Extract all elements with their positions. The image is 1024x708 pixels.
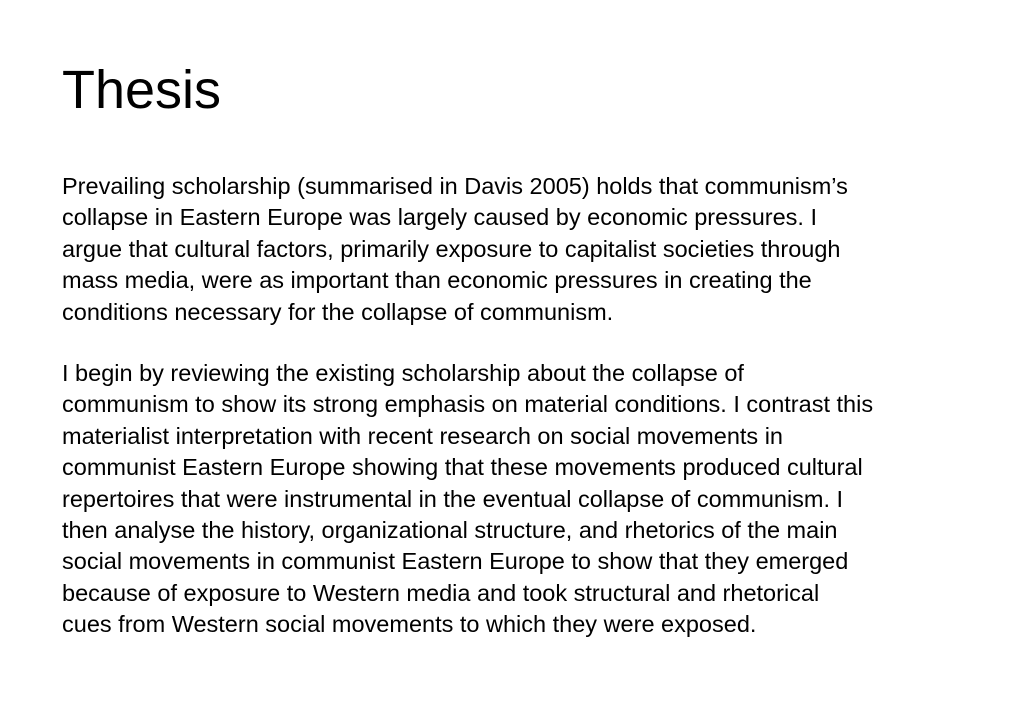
paragraph-2: [62, 358, 972, 641]
paragraph-1-line-3: argue that cultural factors, primarily exposure to capitalist societies through: [62, 235, 841, 262]
paragraph-2-line-7: social movements in communist Eastern Europe to show that they emerged: [62, 548, 849, 575]
slide-body: [62, 171, 972, 641]
paragraph-1-line-1: Prevailing scholarship (summarised in Davis 2005) holds that communism’s: [62, 173, 848, 199]
paragraph-2-line-4: communist Eastern Europe showing that these movements produced cultural: [62, 454, 863, 481]
paragraph-2-line-9: cues from Western social movements to which they were exposed.: [62, 611, 757, 638]
slide-title: Thesis: [62, 60, 222, 120]
paragraph-2-line-1: I begin by reviewing the existing scholarship about the collapse of: [62, 360, 744, 387]
paragraph-1-line-4: mass media, were as important than economic pressures in creating the: [62, 267, 812, 294]
paragraph-1: [62, 171, 972, 328]
paragraph-2-line-5: repertoires that were instrumental in the eventual collapse of communism. I: [62, 485, 844, 512]
paragraph-2-line-2: communism to show its strong emphasis on material conditions. I contrast this: [62, 391, 874, 418]
paragraph-1-line-5: conditions necessary for the collapse of communism.: [62, 298, 614, 325]
paragraph-2-line-3: materialist interpretation with recent research on social movements in: [62, 422, 783, 449]
paragraph-1-line-2: collapse in Eastern Europe was largely caused by economic pressures. I: [62, 204, 817, 231]
paragraph-2-line-8: because of exposure to Western media and took structural and rhetorical: [62, 579, 820, 606]
paragraph-2-line-6: then analyse the history, organizational structure, and rhetorics of the main: [62, 517, 838, 544]
